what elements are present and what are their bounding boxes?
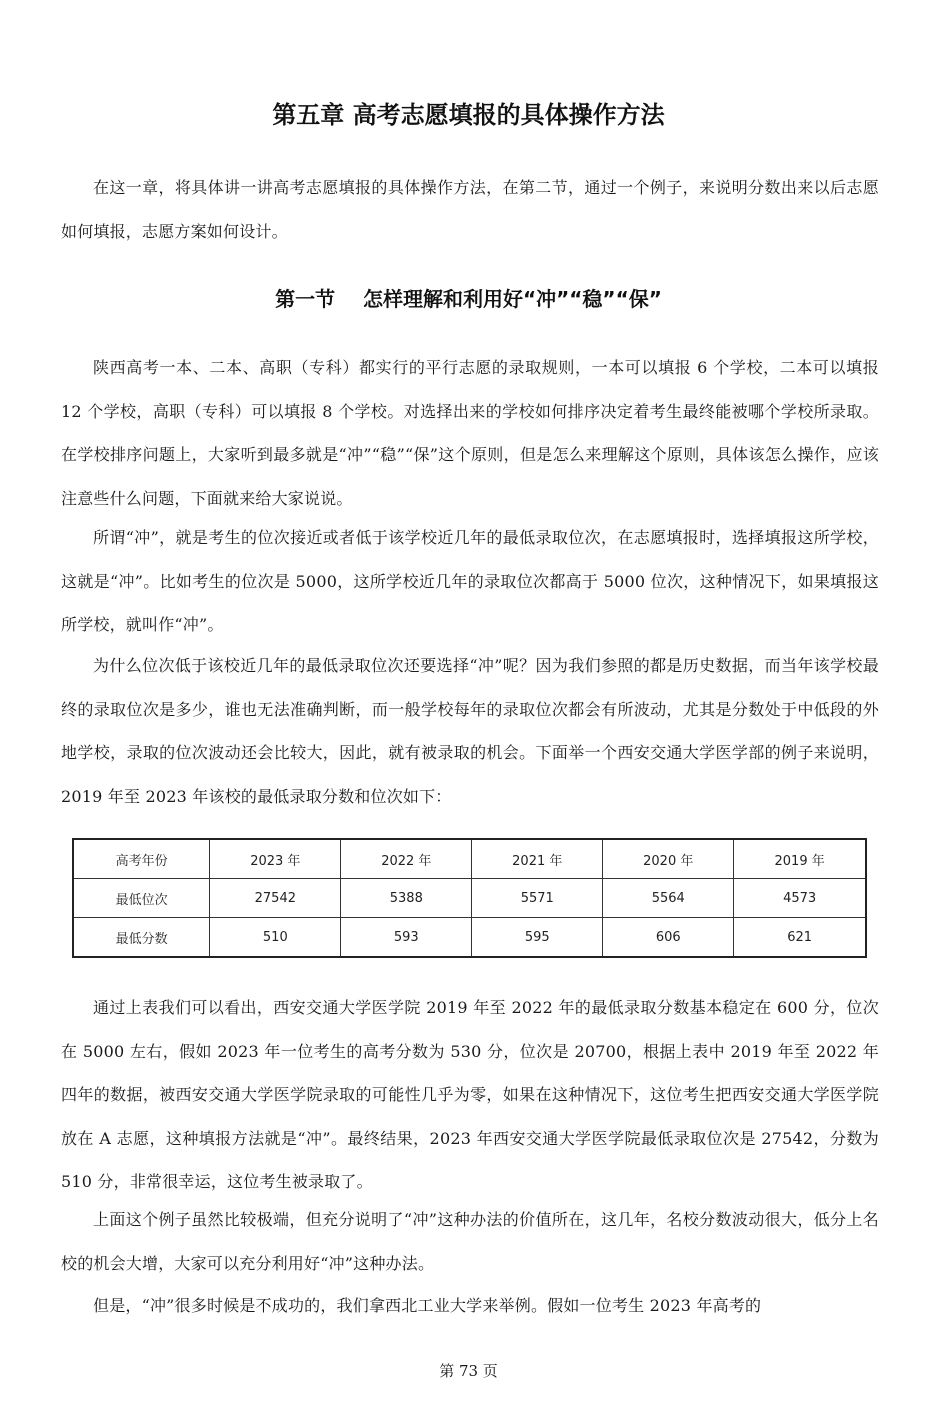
table-cell: 510 <box>210 918 341 958</box>
table-cell: 4573 <box>734 879 866 918</box>
table-row <box>73 918 866 958</box>
table-cell: 最低分数 <box>73 918 210 958</box>
section-title: 第一节 怎样理解和利用好“冲”“稳”“保” <box>275 287 662 311</box>
paragraph-intro: 在这一章，将具体讲一讲高考志愿填报的具体操作方法，在第二节，通过一个例子，来说明分数出来以后志愿如何填报，志愿方案如何设计。 <box>61 178 879 241</box>
table-header-row <box>73 839 866 879</box>
paragraph-admission-rules: 陕西高考一本、二本、高职（专科）都实行的平行志愿的录取规则，一本可以填报 6 个学校，二本可以填报 12 个学校，高职（专科）可以填报 8 个学校。对选择出来的学校如何排序决定着考生最终能被哪个学校所录取。在学校排序问题上，大家听到最多就是“冲”“稳”“保”这个原则，但是怎么来理解这个原则，具体该怎么操作，应该注意些什么问题，下面就来给大家说说。 <box>61 358 879 508</box>
table-header-cell: 高考年份 <box>73 839 210 879</box>
table-cell: 593 <box>341 918 472 958</box>
table-cell: 5571 <box>472 879 603 918</box>
table-cell: 606 <box>603 918 734 958</box>
table-row <box>73 879 866 918</box>
admission-data-table <box>72 838 867 958</box>
paragraph-table-analysis: 通过上表我们可以看出，西安交通大学医学院 2019 年至 2022 年的最低录取分数基本稳定在 600 分，位次在 5000 左右，假如 2023 年一位考生的高考分数为 530 分，位次是 20700，根据上表中 2019 年至 2022 年四年的数据，被西安交通大学医学院录取的可能性几乎为零，如果在这种情况下，这位考生把西安交通大学医学院放在 A 志愿，这种填报方法就是“冲”。最终结果，2023 年西安交通大学医学院最低录取位次是 27542，分数为 510 分，非常很幸运，这位考生被录取了。 <box>61 998 879 1192</box>
paragraph-why-chong: 为什么位次低于该校近几年的最低录取位次还要选择“冲”呢？因为我们参照的都是历史数据，而当年该学校最终的录取位次是多少，谁也无法准确判断，而一般学校每年的录取位次都会有所波动，尤其是分数处于中低段的外地学校，录取的位次波动还会比较大，因此，就有被录取的机会。下面举一个西安交通大学医学部的例子来说明，2019 年至 2023 年该校的最低录取分数和位次如下： <box>61 656 879 806</box>
table-cell: 595 <box>472 918 603 958</box>
paragraph-chong-definition: 所谓“冲”，就是考生的位次接近或者低于该学校近几年的最低录取位次，在志愿填报时，选择填报这所学校，这就是“冲”。比如考生的位次是 5000，这所学校近几年的录取位次都高于 5000 位次，这种情况下，如果填报这所学校，就叫作“冲”。 <box>61 528 879 635</box>
table-cell: 5388 <box>341 879 472 918</box>
table-cell: 27542 <box>210 879 341 918</box>
table-header-cell: 2020 年 <box>603 839 734 879</box>
table-header-cell: 2021 年 <box>472 839 603 879</box>
table-header-cell: 2022 年 <box>341 839 472 879</box>
table-header-cell: 2019 年 <box>734 839 866 879</box>
table-cell: 5564 <box>603 879 734 918</box>
page-number: 第 73 页 <box>439 1362 498 1380</box>
chapter-title: 第五章 高考志愿填报的具体操作方法 <box>272 101 665 129</box>
table-cell: 621 <box>734 918 866 958</box>
paragraph-chong-failure: 但是，“冲”很多时候是不成功的，我们拿西北工业大学来举例。假如一位考生 2023 年高考的 <box>93 1296 762 1315</box>
table-header-cell: 2023 年 <box>210 839 341 879</box>
table-cell: 最低位次 <box>73 879 210 918</box>
paragraph-chong-value: 上面这个例子虽然比较极端，但充分说明了“冲”这种办法的价值所在，这几年，名校分数波动很大，低分上名校的机会大增，大家可以充分利用好“冲”这种办法。 <box>61 1210 879 1273</box>
